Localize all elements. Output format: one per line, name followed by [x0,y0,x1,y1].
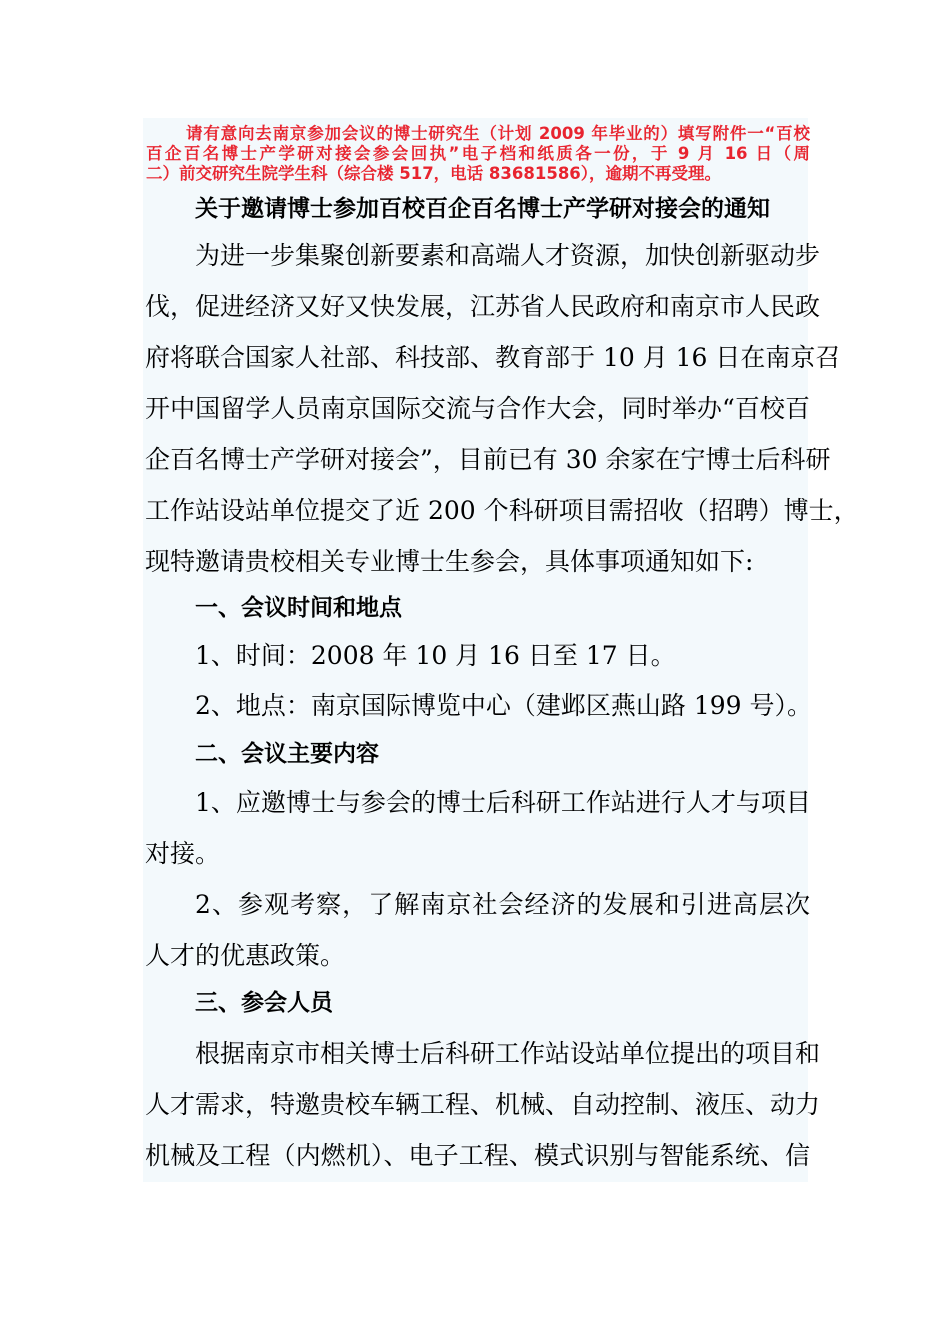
section-3-line: 根据南京市相关博士后科研工作站设站单位提出的项目和 [195,1039,821,1068]
intro-line: 企百名博士产学研对接会”，目前已有 30 余家在宁博士后科研 [145,445,831,474]
intro-line: 现特邀请贵校相关专业博士生参会，具体事项通知如下: [145,547,754,576]
section-heading: 二、会议主要内容 [195,741,379,767]
intro-line: 府将联合国家人社部、科技部、教育部于 10 月 16 日在南京召 [145,343,841,372]
section-2-item-line: 2、参观考察，了解南京社会经济的发展和引进高层次 [195,890,810,919]
section-2-item-line: 对接。 [145,839,221,868]
notice-line: 请有意向去南京参加会议的博士研究生（计划 2009 年毕业的）填写附件一“百校 [186,124,810,143]
section-3-line: 人才需求，特邀贵校车辆工程、机械、自动控制、液压、动力 [145,1090,821,1119]
section-heading: 三、参会人员 [195,990,333,1016]
section-2-item-line: 1、应邀博士与参会的博士后科研工作站进行人才与项目 [195,788,811,817]
intro-line: 开中国留学人员南京国际交流与合作大会，同时举办“百校百 [145,394,810,423]
section-3-line: 机械及工程（内燃机）、电子工程、模式识别与智能系统、信 [145,1141,810,1170]
intro-line: 为进一步集聚创新要素和高端人才资源，加快创新驱动步 [195,241,821,270]
notice-line: 二）前交研究生院学生科（综合楼 517，电话 83681586），逾期不再受理。 [146,164,722,183]
notice-line: 百企百名博士产学研对接会参会回执”电子档和纸质各一份，于 9 月 16 日（周 [146,144,810,163]
intro-line: 工作站设站单位提交了近 200 个科研项目需招收（招聘）博士， [145,496,859,525]
section-2-item-line: 人才的优惠政策。 [145,941,346,970]
document-title: 关于邀请博士参加百校百企百名博士产学研对接会的通知 [195,195,770,222]
section-1-item: 2、地点：南京国际博览中心（建邺区燕山路 199 号）。 [195,691,813,720]
intro-line: 伐，促进经济又好又快发展，江苏省人民政府和南京市人民政 [145,292,821,321]
section-1-item: 1、时间：2008 年 10 月 16 日至 17 日。 [195,641,676,670]
section-heading: 一、会议时间和地点 [195,595,402,621]
